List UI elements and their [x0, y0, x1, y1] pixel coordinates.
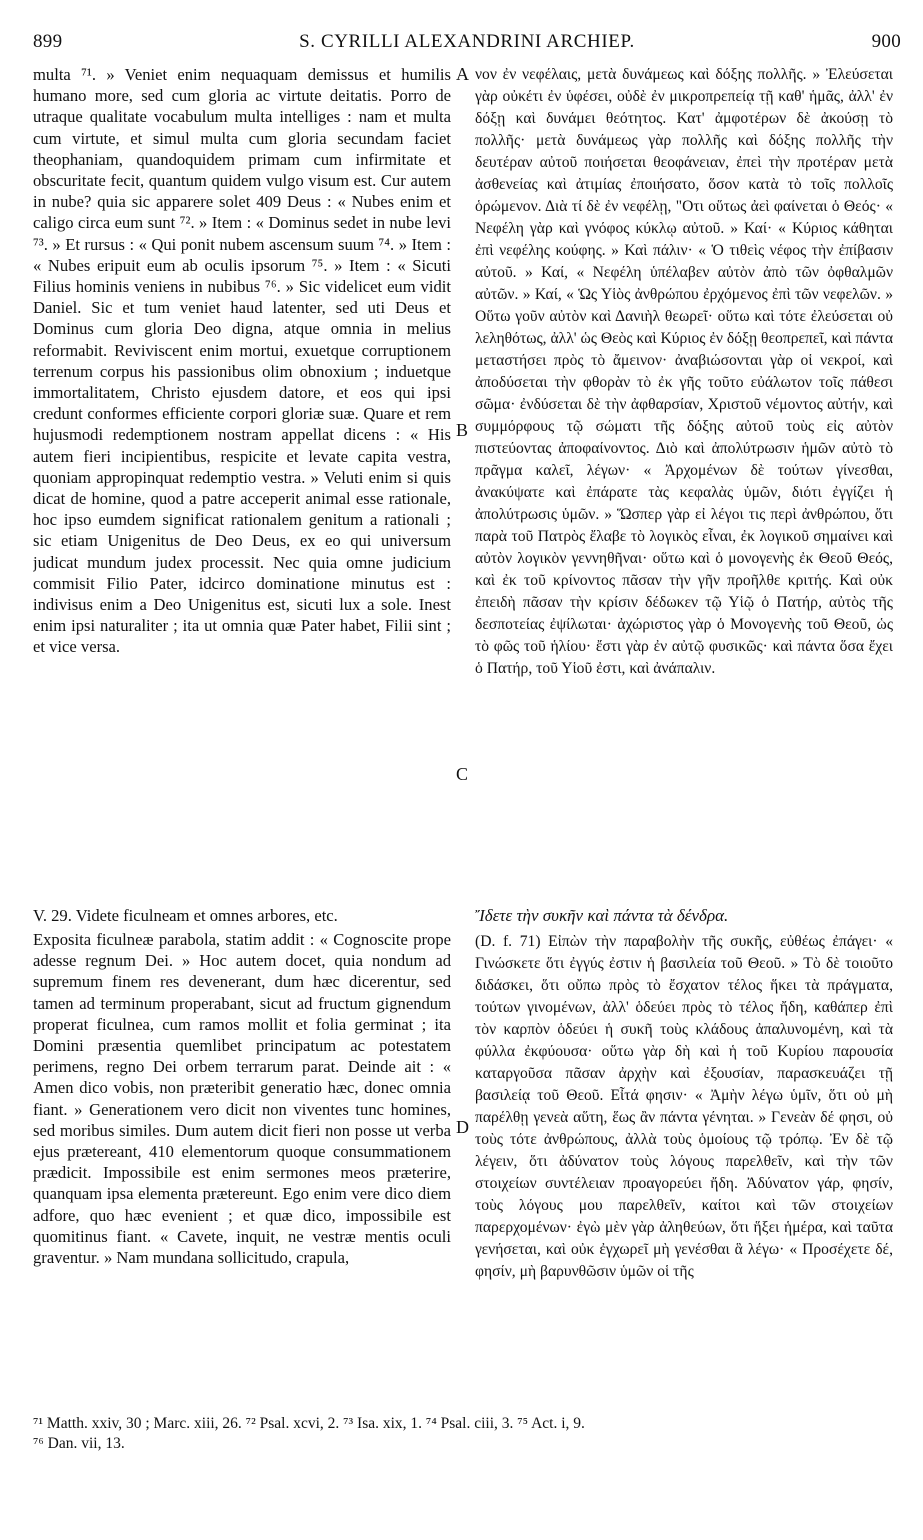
latin-verse-heading: V. 29. Videte ficulneam et omnes arbores, etc.	[33, 906, 338, 925]
margin-marker-b: B	[456, 420, 469, 440]
greek-column-lower	[475, 931, 893, 1391]
footnote-line: ⁷⁶ Dan. vii, 13.	[33, 1435, 125, 1452]
greek-paragraph: (D. f. 71) Εἰπὼν τὴν παραβολὴν τῆς συκῆς, εὐθέως ἐπάγει· « Γινώσκετε ὅτι ἐγγύς ἐστιν ἡ βασιλεία τοῦ Θεοῦ. » Τὸ δὲ τοιοῦτο διδάσκει, ὅτι οὔπω πρὸς τὸ ἔσχατον τέλος ἥκει τὰ πράγματα, τούτων γινομένων, ἀλλ' ὁδεύει πρὸς τὸ τέλος ἤδη, καθάπερ ἐπὶ τὸν καρπὸν ὁδεύει ἡ συκῆ τοὺς κλάδους ἀπαλυνομένη, καὶ τὰ φύλλα ἐκφύουσα· οὕτω γὰρ δὴ καὶ ἡ τοῦ Κυρίου παρουσία καταργοῦσα πᾶσαν ἀρχὴν καὶ ἐξουσίαν, παρασκευάζει τῇ βασιλείᾳ τοῦ Θεοῦ. Εἶτά φησιν· « Ἀμὴν λέγω ὑμῖν, ὅτι οὐ μὴ παρέλθῃ γενεὰ αὕτη, ἕως ἂν πάντα γένηται. » Γενεὰν δέ φησι, οὐ τοὺς τότε ἀνθρώπους, ἀλλὰ τοὺς ὁμοίους τῷ τρόπῳ. Ἐν δὲ τῷ λέγειν, ὅτι ἀδύνατον τοὺς λόγους παρελθεῖν, καὶ τὴν τῶν στοιχείων συντέλειαν προαγορεύει ἤδη. Ἀδύνατον γάρ, φησίν, τοὺς λόγους μου παρελθεῖν, καίτοι καὶ τῶν στοιχείων παρερχομένων· ἐγὼ μὲν γὰρ ἀληθεύων, ὅτι ἥξει ἡμέρα, καὶ ταῦτα γενήσεται, καὶ οὐκ ἐγχωρεῖ μὴ γενέσθαι ἃ λέγω· « Προσέχετε δέ, φησίν, μὴ βαρυνθῶσιν ὑμῶν οἱ τῆς	[475, 933, 893, 1280]
running-title: S. CYRILLI ALEXANDRINI ARCHIEP.	[299, 31, 635, 52]
greek-paragraph: νον ἐν νεφέλαις, μετὰ δυνάμεως καὶ δόξης πολλῆς. » Ἐλεύσεται γὰρ οὐκέτι ἐν ὑφέσει, οὐδὲ ἐν μικροπρεπείᾳ τῇ καθ' ἡμᾶς, ἀλλ' ἐν δόξῃ καὶ δυνάμει θεότητος. Κατ' ἀμφοτέρων δὲ ἀκούσῃ τὸ πολλῆς· μετὰ δυνάμεως γὰρ πολλῆς καὶ δόξης πολλῆς τὴν δευτέραν αὐτοῦ ποιήσεται θεοφάνειαν, ἐπεὶ τὴν προτέραν μετὰ ἀσθενείας καὶ ἀτιμίας ἐποιήσατο, ὅσον κατὰ τὸ τοῖς πολλοῖς ὁρώμενον. Διὰ τί δὲ ἐν νεφέλῃ, "Οτι οὕτως ἀεὶ φαίνεται ὁ Θεός· « Νεφέλη γὰρ καὶ γνόφος κύκλῳ αὐτοῦ. » Καί· « Κύριος κάθηται ἐπὶ νεφέλης κούφης. » Καὶ πάλιν· « Ὁ τιθεὶς νέφος τὴν ἐπίβασιν αὐτοῦ. » Καί, « Νεφέλη ὑπέλαβεν αὐτὸν ἀπὸ τῶν ὀφθαλμῶν αὐτῶν. » Καί, « Ὡς Υἱὸς ἀνθρώπου ἐρχόμενος ἐπὶ τῶν νεφελῶν. » Οὕτω γοῦν αὐτὸν καὶ Δανιὴλ θεωρεῖ· οὕτω καὶ τότε ἐλεύσεται οὐ λεληθότως, ἀλλ' ὡς Θεὸς καὶ Κύριος ἐν δόξῃ θεοπρεπεῖ, καὶ πάντα μεταστήσει πρὸς τὸ ἄμεινον· ἀναβιώσονται γὰρ οἱ νεκροί, καὶ ἀποδύσεται τὴν φθορὰν τὸ ἐκ γῆς τοῦτο εὐάλωτον τοῖς πάθεσι σῶμα· ἐνδύσεται δὲ τὴν ἀφθαρσίαν, Χριστοῦ νέμοντος αὐτήν, καὶ συμμόρφους τῷ σώματι τῆς δόξης αὐτοῦ τοὺς εἰς αὐτὸν πιστεύοντας ἀποφαίνοντος. Διὸ καὶ ἀπολύτρωσιν ἡμῶν αὐτὸ τὸ πρᾶγμα καλεῖ, λέγων· « Ἀρχομένων δὲ τούτων γίνεσθαι, ἀνακύψατε καὶ ἐπάρατε τὰς κεφαλὰς ὑμῶν, διότι ἐγγίζει ἡ ἀπολύτρωσις ὑμῶν. » Ὥσπερ γὰρ εἰ λέγοι τις περὶ ἀνθρώπου, ὅτι παρὰ τοῦ Πατρὸς ἔλαβε τὸ λογικὸς εἶναι, ἐκ λογικοῦ σημαίνει καὶ αὐτὸν λογικὸν γεννηθῆναι· οὕτω καὶ ὁ μονογενὴς ἐκ Θεοῦ Θεός, καὶ ἐκ τοῦ κρίνοντος πᾶσαν τὴν γῆν προῆλθε κριτής. Καὶ οὐκ ἐπειδὴ πᾶσαν τὴν κρίσιν δέδωκεν τῷ Υἱῷ ὁ Πατήρ, αὐτὸς τῆς δεσποτείας ἐψίλωται· ἀχώριστος γὰρ ὁ Μονογενὴς τοῦ Θεοῦ, ὡς τὸ φῶς τοῦ ἡλίου· ἔστι γὰρ ἐν αὐτῷ φυσικῶς· καὶ πάντα ὅσα ἔχει ὁ Πατήρ, τοῦ Υἱοῦ ἐστι, καὶ ἀνάπαλιν.	[475, 66, 893, 677]
page-number-right: 900	[871, 31, 901, 52]
greek-column-upper	[475, 64, 893, 878]
margin-marker-a: A	[456, 64, 469, 84]
margin-marker-d: D	[456, 1117, 469, 1137]
footnotes	[33, 1414, 901, 1474]
page-number-left: 899	[33, 31, 63, 52]
latin-paragraph: multa ⁷¹. » Veniet enim nequaquam demissus et humilis humano more, sed cum gloria ac virtute deitatis. Porro de utraque qualitate vocabulum multa intelliges : nam et multa cum virtute, et simul multa cum gloria secundam faciet theophaniam, quandoquidem primam cum infirmitate et obscuritate fecit, quantum quidem vulgo visum est. Cur autem in nube? quia sic apparere solet 409 Deus : « Nubes enim et caligo circa eum sunt ⁷². » Item : « Dominus sedet in nube levi ⁷³. » Et rursus : « Qui ponit nubem ascensum suum ⁷⁴. » Item : « Nubes eripuit eum ab oculis ipsorum ⁷⁵. » Item : « Sicuti Filius hominis veniens in nubibus ⁷⁶. » Sic videlicet eum vidit Daniel. Sic et tum veniet haud latenter, sed uti Deus et Dominus cum gloria Deo digna, atque omnia in melius reformabit. Reviviscent enim mortui, exuetque corruptionem terrenum corpus his passionibus olim obnoxium ; induetque immortalitatem, Christo ejusdem datore, et eos qui ipsi credunt conformes efficiente corpori gloriæ suæ. Quare et rem hujusmodi redemptionem nostram appellat dicens : « His autem fieri incipientibus, respicite et levate capita vestra, quoniam appropinquat redemptio vestra. » Veluti enim si quis dicat de homine, quod a patre acceperit animal esse rationale, hoc ipso eumdem significat rationalem genitum a rationali ; sic etiam Unigenitus de Deo Deus, ex eo qui universum judicat mundum judex processit. Nec quia omne judicium commisit Filio Pater, idcirco dominatione minutus est : indivisus enim a Deo Unigenitus est, sicuti lux a sole. Inest enim ipsi naturaliter ; ita ut omnia quæ Pater habet, Filii sint ; et vice versa.	[33, 65, 451, 657]
footnote-line: ⁷¹ Matth. xxiv, 30 ; Marc. xiii, 26. ⁷² Psal. xcvi, 2. ⁷³ Isa. xix, 1. ⁷⁴ Psal. ciii, 3. ⁷⁵ Act. i, 9.	[33, 1415, 585, 1432]
latin-column-upper	[33, 64, 451, 878]
margin-marker-c: C	[456, 764, 469, 784]
latin-paragraph: Exposita ficulneæ parabola, statim addit : « Cognoscite prope adesse regnum Dei. » Hoc autem docet, quia nondum ad supremum finem res devenerant, dum hæc dicerentur, sed tamen ad terminum properabant, sicut ad fructum gignendum properat ficulnea, cum ramos mollit et folia germinat ; ita Domini præsentia quemlibet principatum ac potestatem perimens, regno Dei orbem terrarum parat. Deinde ait : « Amen dico vobis, non præteribit generatio hæc, donec omnia fiant. » Generationem vero dicit non viventes tunc homines, sed moribus similes. Dum autem dicit fieri non posse ut verba ejus prætereant, 410 elementorum quoque consummationem prædicit. Impossibile est enim sermones meos præterire, quanquam ipsa elementa prætereunt. Ego enim vere dico diem adfore, quo hæc evenient ; et quæ dico, impossibile est quomitinus fiant. « Cavete, inquit, ne vestræ mentis oculi graventur. » Nam mundana sollicitudo, crapula,	[33, 930, 451, 1268]
latin-column-lower	[33, 929, 451, 1389]
running-header	[33, 31, 901, 59]
greek-verse-heading: Ἴδετε τὴν συκῆν καὶ πάντα τὰ δένδρα.	[475, 906, 729, 925]
